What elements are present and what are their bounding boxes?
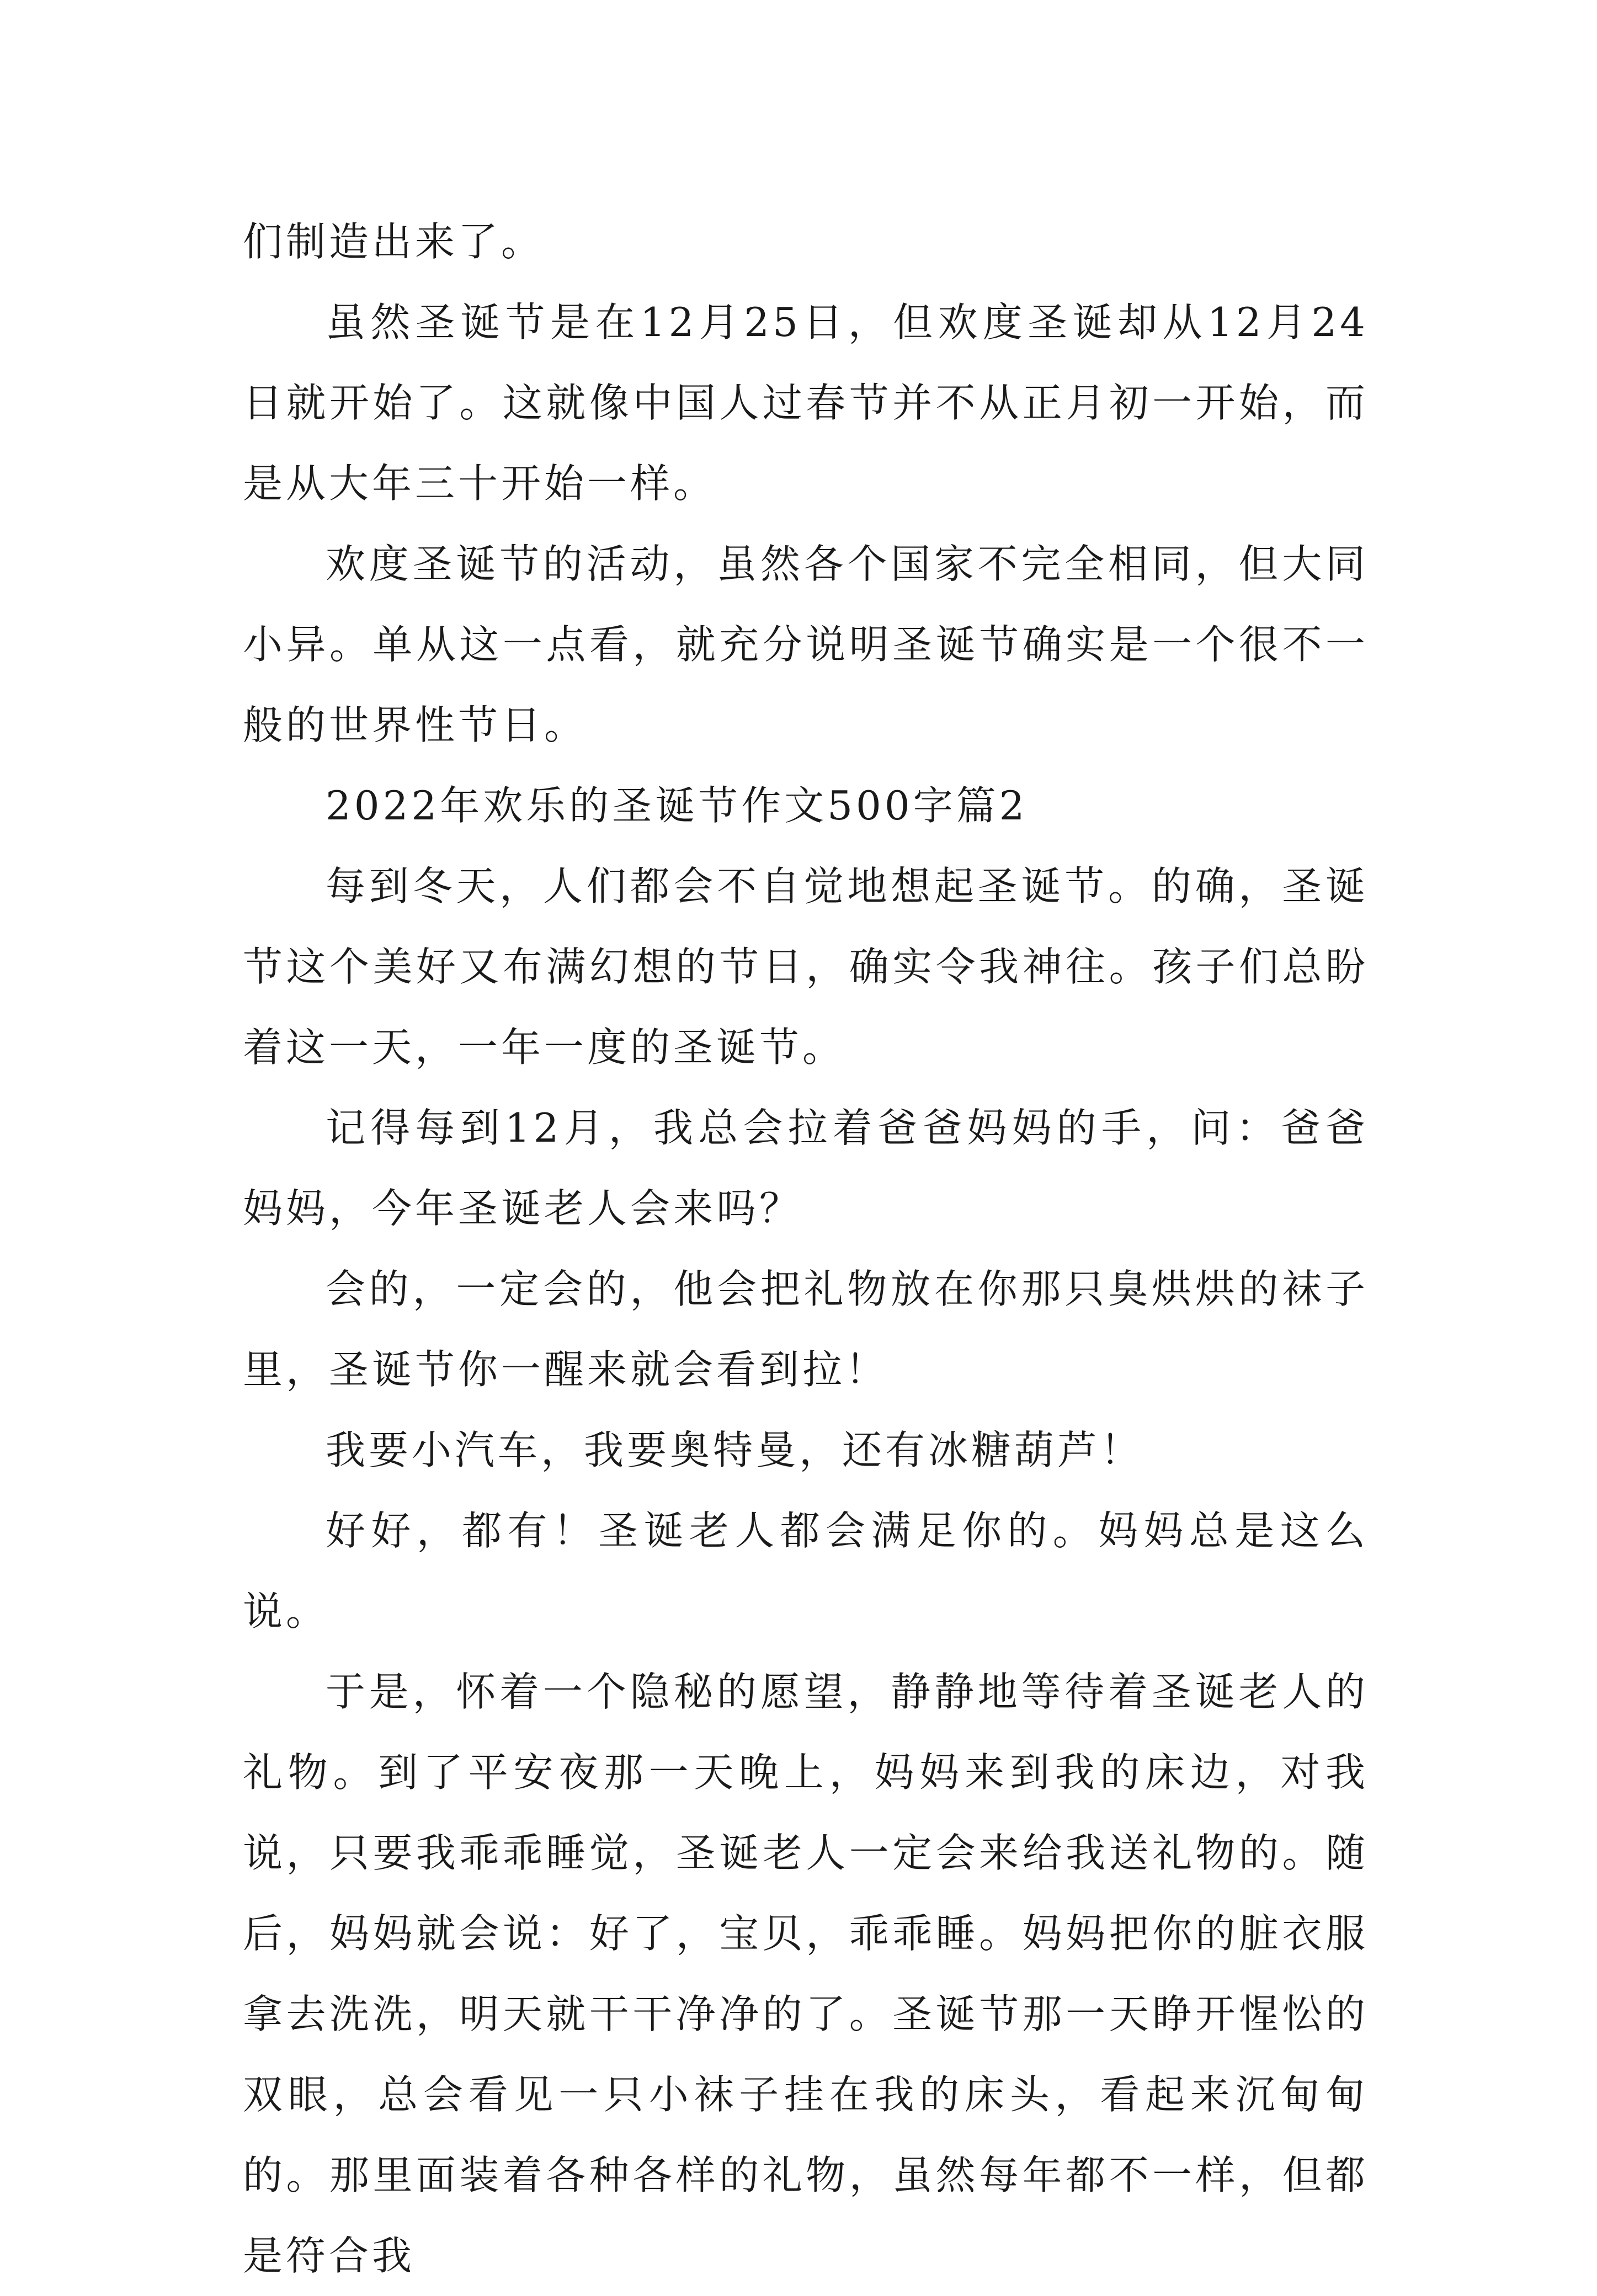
paragraph-mother-reply: 好好，都有！圣诞老人都会满足你的。妈妈总是这么说。	[243, 1507, 1369, 1634]
paragraph-wishes: 我要小汽车，我要奥特曼，还有冰糖葫芦！	[326, 1427, 1144, 1473]
paragraph-december: 记得每到12月，我总会拉着爸爸妈妈的手，问：爸爸妈妈，今年圣诞老人会来吗？	[243, 1105, 1369, 1232]
document-body	[243, 201, 1369, 2296]
paragraph-christmas-eve: 于是，怀着一个隐秘的愿望，静静地等待着圣诞老人的礼物。到了平安夜那一天晚上，妈妈来到我的床边，对我说，只要我乖乖睡觉，圣诞老人一定会来给我送礼物的。随后，妈妈就会说：好了，宝贝，乖乖睡。妈妈把你的脏衣服拿去洗洗，明天就干干净净的了。圣诞节那一天睁开惺忪的双眼，总会看见一只小袜子挂在我的床头，看起来沉甸甸的。那里面装着各种各样的礼物，虽然每年都不一样，但都是符合我	[243, 1669, 1369, 2279]
paragraph-continuation: 们制造出来了。	[243, 219, 545, 265]
paragraph-christmas-activities: 欢度圣诞节的活动，虽然各个国家不完全相同，但大同小异。单从这一点看，就充分说明圣诞节确实是一个很不一般的世界性节日。	[243, 541, 1369, 748]
paragraph-gift-sock: 会的，一定会的，他会把礼物放在你那只臭烘烘的袜子里，圣诞节你一醒来就会看到拉！	[243, 1266, 1369, 1393]
section-heading: 2022年欢乐的圣诞节作文500字篇2	[326, 782, 1028, 829]
paragraph-winter: 每到冬天，人们都会不自觉地想起圣诞节。的确，圣诞节这个美好又布满幻想的节日，确实令我神往。孩子们总盼着这一天，一年一度的圣诞节。	[243, 863, 1369, 1070]
paragraph-christmas-date: 虽然圣诞节是在12月25日，但欢度圣诞却从12月24日就开始了。这就像中国人过春节并不从正月初一开始，而是从大年三十开始一样。	[243, 299, 1369, 507]
